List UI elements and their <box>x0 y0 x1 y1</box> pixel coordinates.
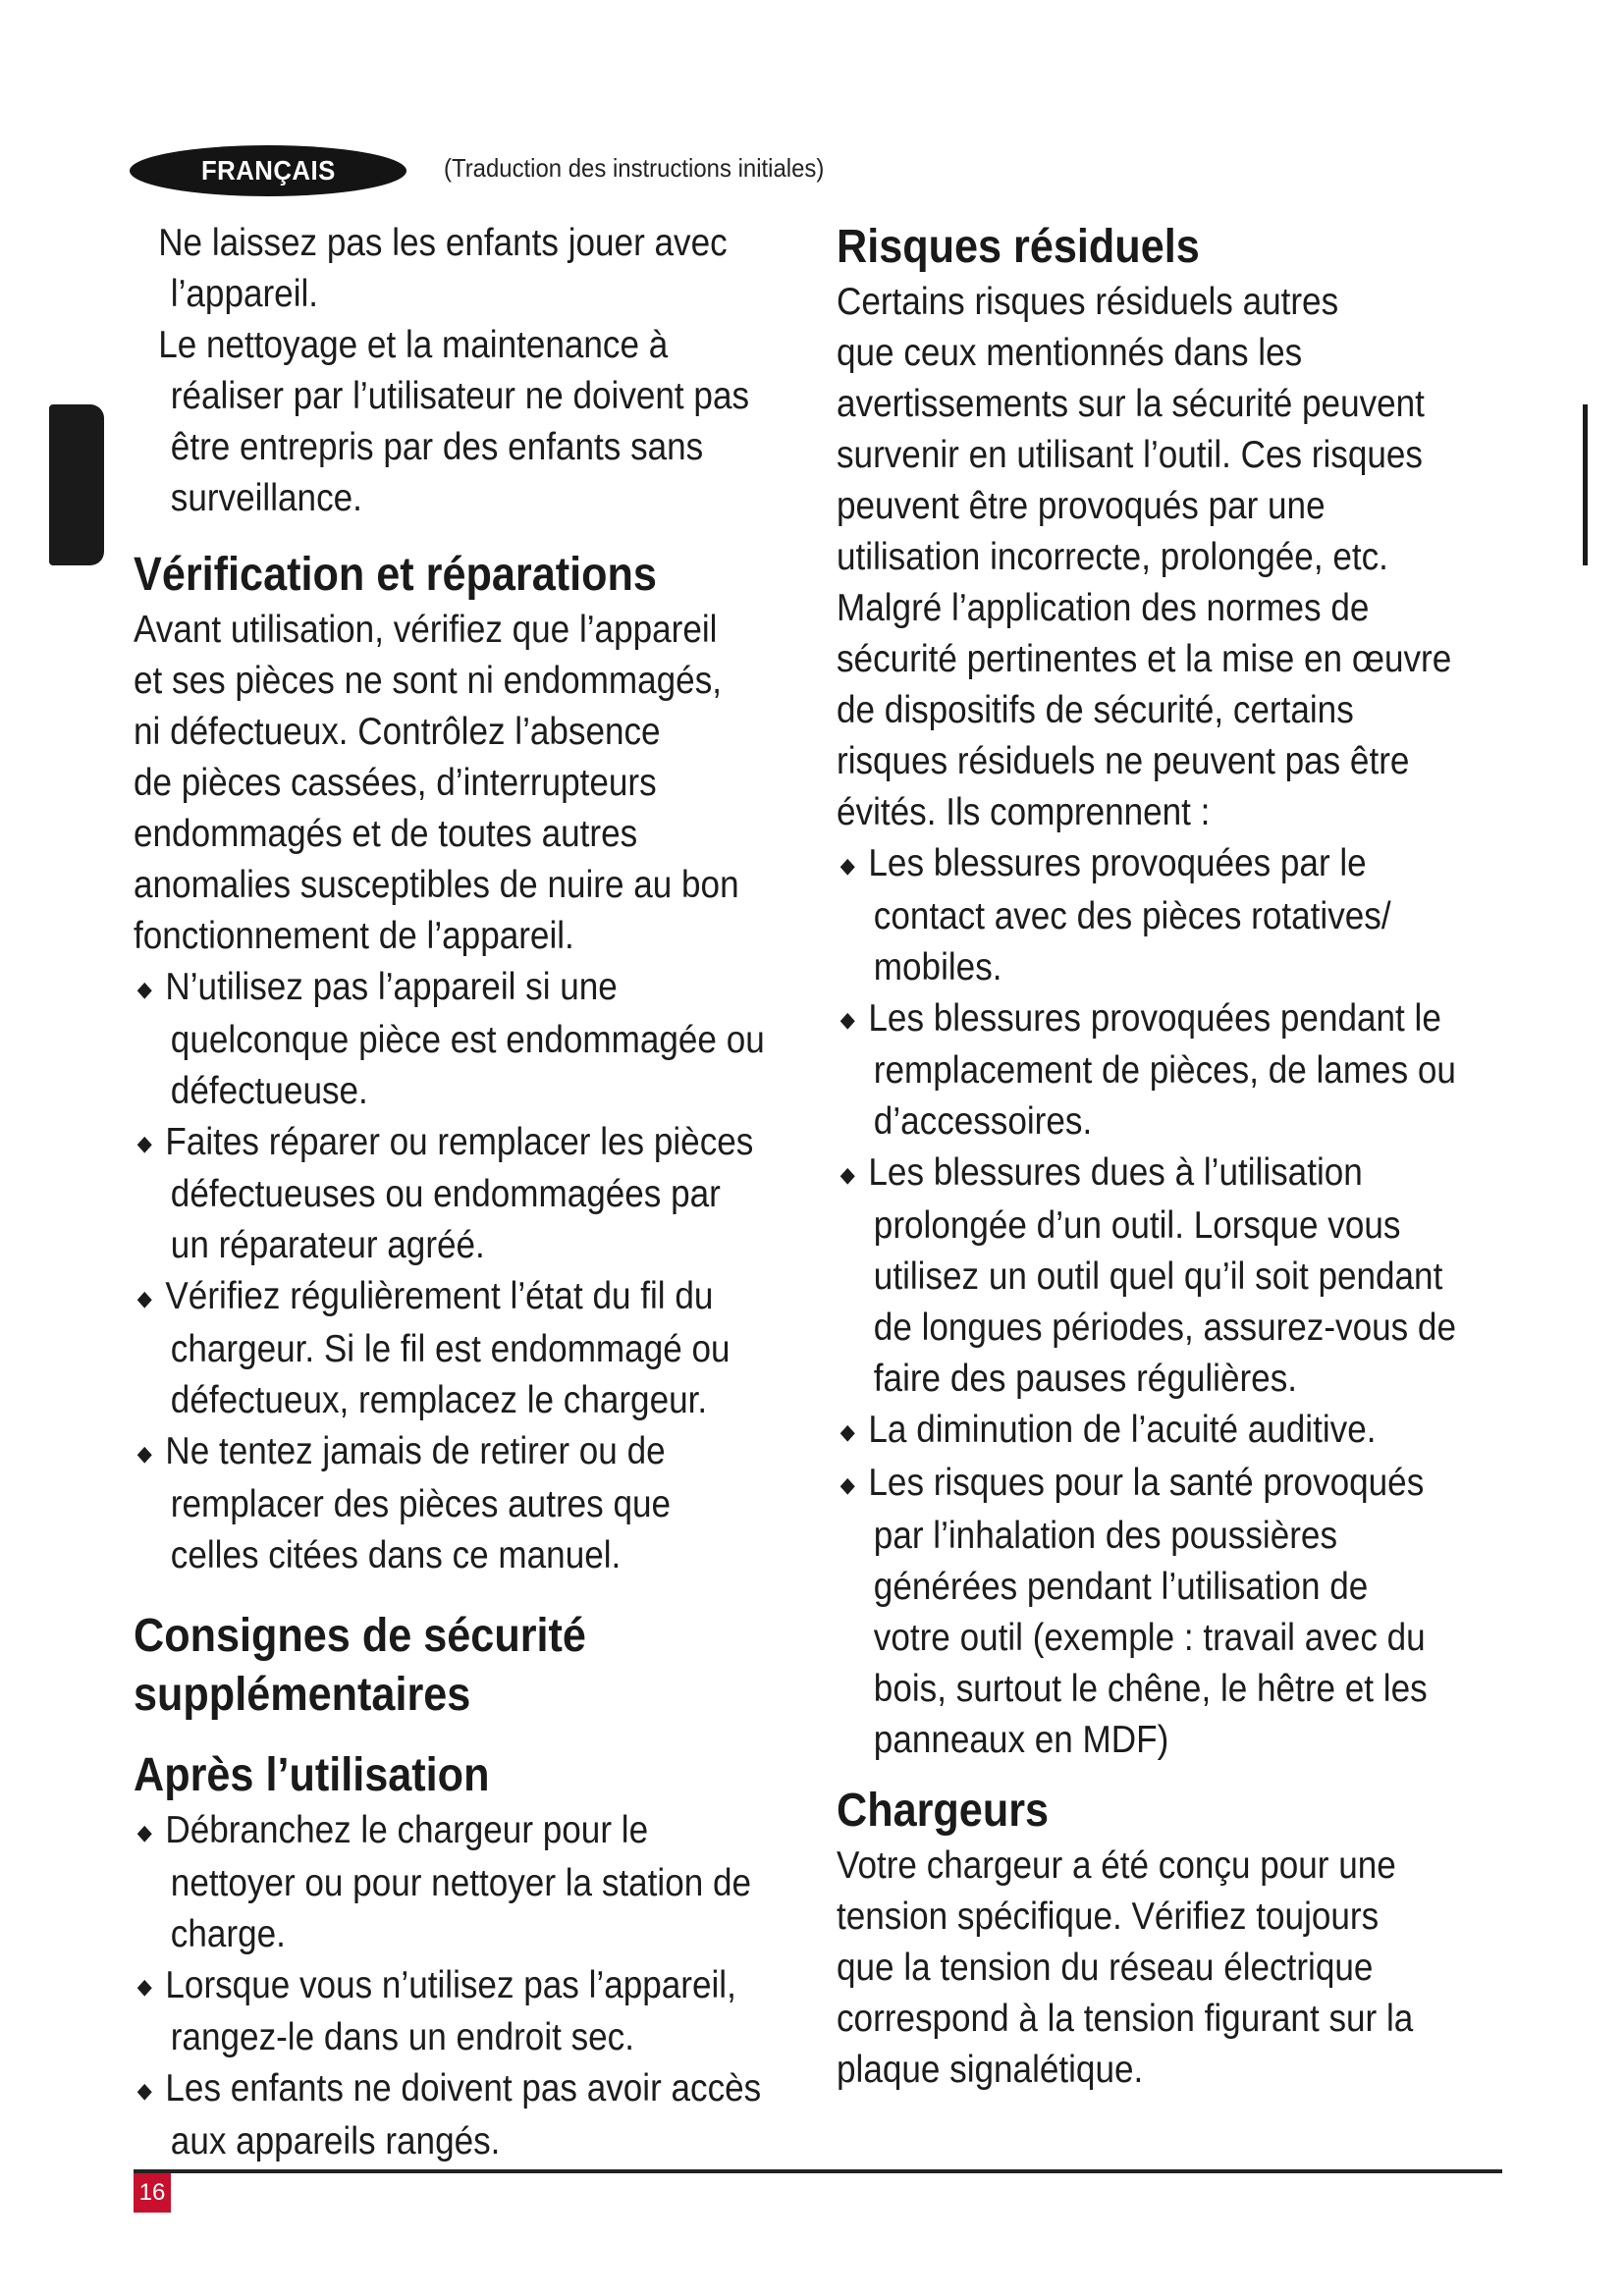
text-line: sécurité pertinentes et la mise en œuvre <box>837 638 1452 680</box>
text-line: nettoyer ou pour nettoyer la station de <box>170 1861 752 1904</box>
right-column <box>837 218 1514 2096</box>
text-line: que ceux mentionnés dans les <box>837 332 1303 374</box>
text-line: de dispositifs de sécurité, certains <box>837 689 1354 731</box>
text-line: rangez-le dans un endroit sec. <box>170 2016 634 2059</box>
text-line: Avant utilisation, vérifiez que l’appareil <box>134 609 718 651</box>
text-line: mobiles. <box>873 945 1002 988</box>
text-line: générées pendant l’utilisation de <box>873 1565 1369 1608</box>
text-line: peuvent être provoqués par une <box>837 485 1326 527</box>
text-line: Votre chargeur a été conçu pour une <box>837 1843 1396 1887</box>
text-line: évités. Ils comprennent : <box>837 791 1211 833</box>
text-line: et ses pièces ne sont ni endommagés, <box>134 660 723 702</box>
text-line: surveillance. <box>170 477 362 519</box>
text-line: Débranchez le chargeur pour le <box>165 1808 649 1851</box>
risques-bullet-list <box>837 838 1514 1766</box>
text-line: défectueuses ou endommagées par <box>170 1173 721 1216</box>
intro-paragraph-1 <box>134 218 811 320</box>
text-line: de pièces cassées, d’interrupteurs <box>134 762 657 804</box>
text-line: aux appareils rangés. <box>170 2119 501 2163</box>
text-line: N’utilisez pas l’appareil si une <box>165 966 618 1008</box>
text-line: Faites réparer ou remplacer les pièces <box>165 1120 754 1163</box>
diamond-bullet-icon: ◆ <box>136 1286 152 1311</box>
translation-note: (Traduction des instructions initiales) <box>444 153 825 183</box>
text-line: l’appareil. <box>170 273 319 315</box>
list-item <box>134 1805 811 1960</box>
text-line: La diminution de l’acuité auditive. <box>868 1409 1377 1452</box>
diamond-bullet-icon: ◆ <box>839 1162 855 1188</box>
text-line: d’accessoires. <box>873 1100 1093 1144</box>
left-column <box>134 218 811 2167</box>
text-line: Malgré l’application des normes de <box>837 587 1370 629</box>
list-item <box>837 1458 1514 1766</box>
text-line: Ne tentez jamais de retirer ou de <box>165 1430 666 1473</box>
list-item <box>837 1405 1514 1458</box>
text-line: Ne laissez pas les enfants jouer avec <box>158 222 728 264</box>
chargeurs-paragraph <box>837 1841 1514 2096</box>
heading-risques-residuels: Risques résiduels <box>837 221 1200 273</box>
diamond-bullet-icon: ◆ <box>136 976 152 1001</box>
intro-paragraph-2 <box>134 320 811 524</box>
diamond-bullet-icon: ◆ <box>839 852 855 878</box>
text-line: de longues périodes, assurez-vous de <box>873 1307 1456 1350</box>
text-line: Le nettoyage et la maintenance à <box>158 324 669 366</box>
text-line: prolongée d’un outil. Lorsque vous <box>873 1204 1401 1248</box>
language-label: FRANÇAIS <box>200 155 336 186</box>
text-line: bois, surtout le chêne, le hêtre et les <box>873 1667 1428 1710</box>
text-line: défectueux, remplacez le chargeur. <box>170 1379 708 1422</box>
diamond-bullet-icon: ◆ <box>839 1007 855 1033</box>
diamond-bullet-icon: ◆ <box>136 1819 152 1844</box>
text-line: Les blessures provoquées pendant le <box>868 996 1441 1040</box>
text-line: Les risques pour la santé provoqués <box>868 1461 1425 1504</box>
text-line: correspond à la tension figurant sur la <box>837 1997 1414 2040</box>
text-line: quelconque pièce est endommagée ou <box>170 1018 765 1061</box>
text-line: être entrepris par des enfants sans <box>170 426 704 468</box>
text-line: remplacement de pièces, de lames ou <box>873 1049 1456 1093</box>
text-line: Certains risques résiduels autres <box>837 281 1339 323</box>
verification-bullet-list <box>134 962 811 1581</box>
text-line: utilisez un outil quel qu’il soit pendant <box>873 1255 1443 1299</box>
apres-bullet-list <box>134 1805 811 2167</box>
text-line: Les blessures provoquées par le <box>868 842 1367 884</box>
diamond-bullet-icon: ◆ <box>839 1471 855 1497</box>
list-item <box>837 838 1514 993</box>
text-line: plaque signalétique. <box>837 2048 1144 2091</box>
text-line: remplacer des pièces autres que <box>170 1482 672 1525</box>
list-item <box>134 1271 811 1426</box>
verification-paragraph <box>134 605 811 962</box>
text-line: celles citées dans ce manuel. <box>170 1533 622 1576</box>
list-item <box>134 1960 811 2064</box>
heading-chargeurs: Chargeurs <box>837 1784 1050 1837</box>
heading-apres-utilisation: Après l’utilisation <box>134 1748 490 1801</box>
heading-line: supplémentaires <box>134 1668 471 1721</box>
text-line: défectueuse. <box>170 1069 368 1112</box>
text-line: un réparateur agréé. <box>170 1224 485 1267</box>
text-line: par l’inhalation des poussières <box>873 1514 1337 1557</box>
text-line: que la tension du réseau électrique <box>837 1946 1374 1989</box>
heading-verification: Vérification et réparations <box>134 549 657 601</box>
text-line: réaliser par l’utilisateur ne doivent pas <box>170 375 750 417</box>
text-line: endommagés et de toutes autres <box>134 813 638 855</box>
diamond-bullet-icon: ◆ <box>136 2077 152 2103</box>
language-badge <box>130 145 406 196</box>
risques-paragraph <box>837 277 1514 838</box>
text-line: risques résiduels ne peuvent pas être <box>837 740 1410 782</box>
heading-line: Consignes de sécurité <box>134 1609 586 1662</box>
text-line: chargeur. Si le fil est endommagé ou <box>170 1328 731 1371</box>
text-line: votre outil (exemple : travail avec du <box>873 1616 1426 1659</box>
list-item <box>134 1426 811 1581</box>
diamond-bullet-icon: ◆ <box>136 1131 152 1156</box>
list-item <box>134 962 811 1117</box>
text-line: anomalies susceptibles de nuire au bon <box>134 864 739 906</box>
page-number: 16 <box>134 2173 171 2213</box>
text-line: fonctionnement de l’appareil. <box>134 915 574 957</box>
text-line: ni défectueux. Contrôlez l’absence <box>134 711 661 753</box>
text-line: Lorsque vous n’utilisez pas l’appareil, <box>165 1963 736 2006</box>
text-line: Les blessures dues à l’utilisation <box>868 1151 1363 1195</box>
list-item <box>837 993 1514 1148</box>
heading-consignes <box>134 1607 811 1725</box>
text-line: Les enfants ne doivent pas avoir accès <box>165 2067 762 2110</box>
list-item <box>134 2063 811 2167</box>
footer-rule <box>134 2169 1502 2173</box>
text-line: utilisation incorrecte, prolongée, etc. <box>837 536 1388 578</box>
text-line: faire des pauses régulières. <box>873 1358 1297 1401</box>
text-line: tension spécifique. Vérifiez toujours <box>837 1895 1380 1938</box>
text-line: contact avec des pièces rotatives/ <box>873 894 1391 937</box>
text-line: Vérifiez régulièrement l’état du fil du <box>165 1275 714 1318</box>
right-edge-bar <box>1583 404 1588 565</box>
text-line: survenir en utilisant l’outil. Ces risques <box>837 434 1423 476</box>
diamond-bullet-icon: ◆ <box>839 1418 855 1444</box>
text-line: charge. <box>170 1912 286 1955</box>
diamond-bullet-icon: ◆ <box>136 1440 152 1466</box>
text-line: avertissements sur la sécurité peuvent <box>837 383 1425 425</box>
diamond-bullet-icon: ◆ <box>136 1974 152 2000</box>
section-side-tab <box>49 404 104 565</box>
list-item <box>134 1117 811 1272</box>
list-item <box>837 1148 1514 1405</box>
text-line: panneaux en MDF) <box>873 1718 1169 1761</box>
